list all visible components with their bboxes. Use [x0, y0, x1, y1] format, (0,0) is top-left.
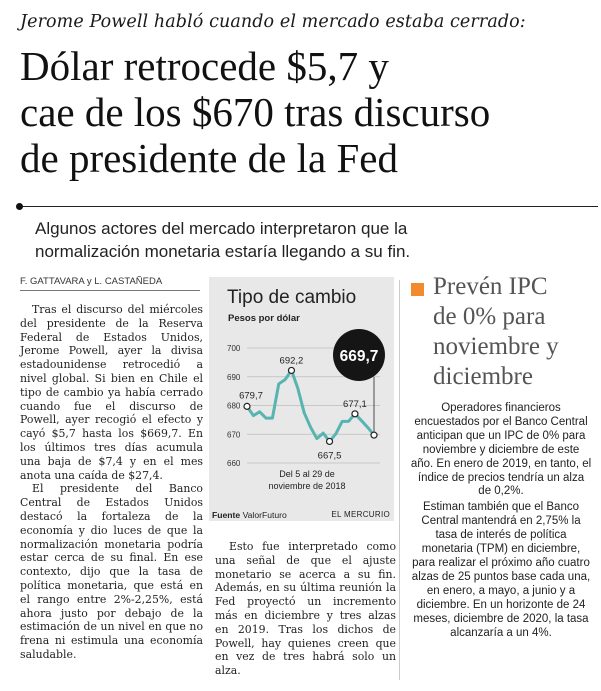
data-label: 677,1	[343, 398, 367, 410]
data-point	[327, 438, 333, 444]
headline-line-2: cae de los $670 tras discurso	[20, 89, 491, 135]
sidebar-title-line: noviembre y	[433, 333, 559, 360]
y-tick-label: 660	[227, 459, 241, 468]
exchange-rate-chart	[209, 277, 394, 521]
sidebar-title	[433, 272, 593, 392]
byline-rule	[20, 290, 200, 291]
deck	[35, 217, 595, 263]
sidebar-paragraph: Operadores financieros encuestados por el Banco Central anticipan que un IPC de 0% para noviembre y diciembre de este año. En enero de 2019, en tanto, el índice de precios tendría un alza de 0,2%.	[410, 402, 592, 498]
data-label: 679,7	[239, 390, 263, 402]
kicker: Jerome Powell habló cuando el mercado estaba cerrado:	[20, 12, 526, 32]
data-label: 667,5	[317, 450, 342, 462]
data-point	[244, 403, 250, 409]
chart-title: Tipo de cambio	[227, 287, 357, 308]
sidebar-title-line: diciembre	[433, 363, 533, 390]
publication-name: EL MERCURIO	[331, 510, 390, 519]
article-paragraph: Esto fue interpretado como una señal de que el ajuste monetario se acerca a su fin. Además, en su última reunión la Fed proyectó un incremento más en diciembre y tres alzas en 2019. Tras los dichos de Powell, hay quienes creen que en vez de tres habrá solo un alza.	[215, 540, 396, 678]
y-tick-label: 680	[227, 401, 241, 411]
data-point	[352, 411, 358, 417]
y-tick-label: 700	[227, 344, 241, 353]
sidebar-title-line: de 0% para	[433, 303, 546, 330]
deck-line-2: normalización monetaria estaría llegando a su fin.	[35, 242, 411, 261]
article-column-center	[215, 540, 396, 678]
divider-dot	[16, 203, 23, 210]
period-caption: Del 5 al 29 de	[279, 469, 335, 479]
chart-source	[212, 510, 390, 520]
sidebar-marker-square	[411, 283, 424, 296]
data-point	[288, 367, 294, 373]
article-paragraph: El presidente del Banco Central de Estados Unidos destacó la fortaleza de la economía y dio luces de que la normalización monetaria podría estar cerca de su final. En ese contexto, dijo que la tasa de política monetaria, que está en el rango entre 2%-2,25%, está ahora justo por debajo de la estimación de un nivel en que no frena ni estimula una economía saludable.	[20, 482, 203, 661]
sidebar-paragraph: Estiman también que el Banco Central mantendrá en 2,75% la tasa de interés de política monetaria (TPM) en diciembre, para realizar el próximo año cuatro alzas de 25 puntos base cada una, en enero, a mayo, a junio y a diciembre. En un horizonte de 24 meses, diciembre de 2020, la tasa alcanzaría a un 4%.	[411, 501, 591, 639]
article-column-left	[20, 303, 203, 662]
callout-value: 669,7	[339, 348, 379, 365]
data-label: 692,2	[279, 355, 304, 367]
chart-ylabel: Pesos por dólar	[228, 313, 300, 324]
source-label: Fuente	[212, 510, 241, 520]
y-tick-label: 690	[227, 372, 241, 382]
headline-divider	[20, 206, 598, 207]
sidebar-title-line: Prevén IPC	[433, 273, 548, 300]
data-point-last	[371, 432, 377, 438]
headline-line-1: Dólar retrocede $5,7 y	[20, 43, 389, 89]
deck-line-1: Algunos actores del mercado interpretaron que la	[35, 219, 408, 238]
source-value: ValorFuturo	[242, 510, 287, 520]
column-divider	[399, 280, 400, 680]
period-caption: noviembre de 2018	[268, 481, 346, 491]
headline-line-3: de presidente de la Fed	[20, 135, 398, 181]
headline	[20, 43, 595, 181]
sidebar-body	[410, 402, 592, 640]
chart-plot	[209, 277, 394, 521]
y-tick-label: 670	[227, 430, 241, 440]
byline: F. GATTAVARA y L. CASTAÑEDA	[20, 276, 163, 287]
article-paragraph: Tras el discurso del miércoles del presidente de la Reserva Federal de Estados Unidos, Jerome Powell, ayer la divisa estadounidense retrocedió a nivel global. Si bien en Chile el tipo de cambio ya había cerrado cuando fue el discurso de Powell, ayer recogió el efecto y cayó $5,7 hasta los $669,7. En los últimos tres días acumula una baja de $7,4 y en el mes anota una caída de $27,4.	[20, 303, 203, 482]
